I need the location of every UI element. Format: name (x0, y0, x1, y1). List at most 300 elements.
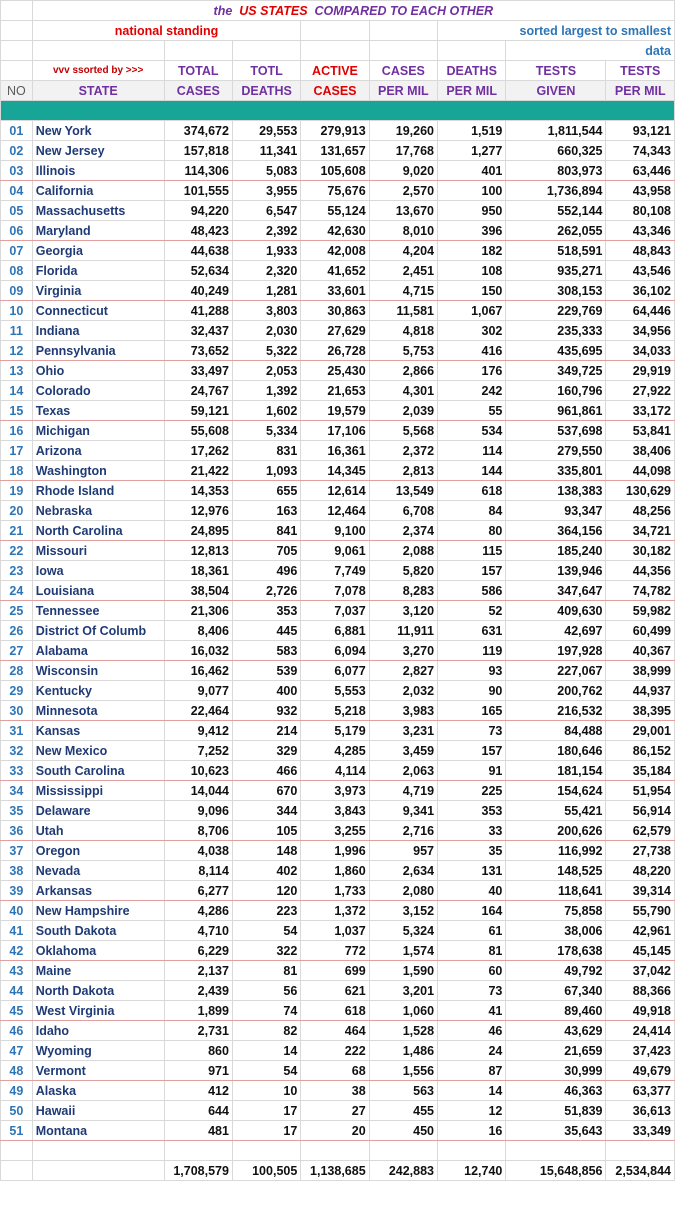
total-cases[interactable]: 2,137 (164, 961, 232, 981)
cases-per-mil[interactable]: 2,063 (369, 761, 437, 781)
state-name[interactable]: North Dakota (32, 981, 164, 1001)
deaths-per-mil[interactable]: 12 (438, 1101, 506, 1121)
total-deaths[interactable]: 2,030 (232, 321, 300, 341)
total-cases[interactable]: 14,044 (164, 781, 232, 801)
active-cases[interactable]: 772 (301, 941, 369, 961)
row-no[interactable]: 41 (1, 921, 33, 941)
cases-per-mil[interactable]: 2,032 (369, 681, 437, 701)
tests-given[interactable]: 49,792 (506, 961, 606, 981)
tests-given[interactable]: 178,638 (506, 941, 606, 961)
cases-per-mil[interactable]: 11,911 (369, 621, 437, 641)
tests-given[interactable]: 537,698 (506, 421, 606, 441)
deaths-per-mil[interactable]: 55 (438, 401, 506, 421)
total-cases[interactable]: 73,652 (164, 341, 232, 361)
cases-per-mil[interactable]: 3,983 (369, 701, 437, 721)
total-cases[interactable]: 12,813 (164, 541, 232, 561)
total-deaths[interactable]: 17 (232, 1121, 300, 1141)
tests-given[interactable]: 38,006 (506, 921, 606, 941)
row-no[interactable]: 12 (1, 341, 33, 361)
tests-per-mil[interactable]: 48,843 (606, 241, 675, 261)
total-deaths[interactable]: 223 (232, 901, 300, 921)
row-no[interactable]: 09 (1, 281, 33, 301)
total-deaths[interactable]: 583 (232, 641, 300, 661)
deaths-per-mil[interactable]: 242 (438, 381, 506, 401)
cases-per-mil[interactable]: 5,568 (369, 421, 437, 441)
tests-given[interactable]: 51,839 (506, 1101, 606, 1121)
cases-per-mil[interactable]: 3,152 (369, 901, 437, 921)
cases-per-mil[interactable]: 9,020 (369, 161, 437, 181)
tests-given[interactable]: 181,154 (506, 761, 606, 781)
cases-per-mil[interactable]: 4,719 (369, 781, 437, 801)
deaths-per-mil[interactable]: 950 (438, 201, 506, 221)
active-cases[interactable]: 9,100 (301, 521, 369, 541)
total-cases[interactable]: 8,706 (164, 821, 232, 841)
row-no[interactable]: 42 (1, 941, 33, 961)
cases-per-mil[interactable]: 19,260 (369, 121, 437, 141)
tests-given[interactable]: 279,550 (506, 441, 606, 461)
tests-per-mil[interactable]: 43,346 (606, 221, 675, 241)
tests-per-mil[interactable]: 42,961 (606, 921, 675, 941)
total-deaths[interactable]: 344 (232, 801, 300, 821)
total-cases[interactable]: 94,220 (164, 201, 232, 221)
tests-given[interactable]: 180,646 (506, 741, 606, 761)
deaths-per-mil[interactable]: 353 (438, 801, 506, 821)
total-cases[interactable]: 4,286 (164, 901, 232, 921)
cases-per-mil[interactable]: 2,716 (369, 821, 437, 841)
total-deaths[interactable]: 322 (232, 941, 300, 961)
state-name[interactable]: Alaska (32, 1081, 164, 1101)
state-name[interactable]: Missouri (32, 541, 164, 561)
active-cases[interactable]: 55,124 (301, 201, 369, 221)
total-deaths[interactable]: 353 (232, 601, 300, 621)
active-cases[interactable]: 279,913 (301, 121, 369, 141)
deaths-per-mil[interactable]: 60 (438, 961, 506, 981)
deaths-per-mil[interactable]: 176 (438, 361, 506, 381)
active-cases[interactable]: 38 (301, 1081, 369, 1101)
cases-per-mil[interactable]: 563 (369, 1081, 437, 1101)
active-cases[interactable]: 14,345 (301, 461, 369, 481)
deaths-per-mil[interactable]: 108 (438, 261, 506, 281)
tests-per-mil[interactable]: 29,919 (606, 361, 675, 381)
cases-per-mil[interactable]: 2,080 (369, 881, 437, 901)
total-deaths[interactable]: 705 (232, 541, 300, 561)
deaths-per-mil[interactable]: 157 (438, 561, 506, 581)
tests-given[interactable]: 42,697 (506, 621, 606, 641)
deaths-per-mil[interactable]: 115 (438, 541, 506, 561)
total-deaths[interactable]: 655 (232, 481, 300, 501)
total-cases[interactable]: 48,423 (164, 221, 232, 241)
total-deaths[interactable]: 1,281 (232, 281, 300, 301)
active-cases[interactable]: 6,881 (301, 621, 369, 641)
row-no[interactable]: 03 (1, 161, 33, 181)
row-no[interactable]: 49 (1, 1081, 33, 1101)
row-no[interactable]: 28 (1, 661, 33, 681)
tests-given[interactable]: 75,858 (506, 901, 606, 921)
tests-per-mil[interactable]: 44,098 (606, 461, 675, 481)
active-cases[interactable]: 33,601 (301, 281, 369, 301)
deaths-per-mil[interactable]: 157 (438, 741, 506, 761)
total-cases[interactable]: 860 (164, 1041, 232, 1061)
total-active[interactable]: 1,138,685 (301, 1161, 369, 1181)
active-cases[interactable]: 30,863 (301, 301, 369, 321)
row-no[interactable]: 38 (1, 861, 33, 881)
row-no[interactable]: 25 (1, 601, 33, 621)
state-name[interactable]: Massachusetts (32, 201, 164, 221)
row-no[interactable]: 36 (1, 821, 33, 841)
total-cases[interactable]: 971 (164, 1061, 232, 1081)
active-cases[interactable]: 7,749 (301, 561, 369, 581)
active-cases[interactable]: 20 (301, 1121, 369, 1141)
active-cases[interactable]: 621 (301, 981, 369, 1001)
tests-per-mil[interactable]: 24,414 (606, 1021, 675, 1041)
tests-per-mil[interactable]: 62,579 (606, 821, 675, 841)
total-cases[interactable]: 1,899 (164, 1001, 232, 1021)
total-tests-per-mil[interactable]: 2,534,844 (606, 1161, 675, 1181)
cases-per-mil[interactable]: 2,372 (369, 441, 437, 461)
state-name[interactable]: Alabama (32, 641, 164, 661)
tests-per-mil[interactable]: 74,343 (606, 141, 675, 161)
tests-per-mil[interactable]: 53,841 (606, 421, 675, 441)
state-name[interactable]: Wisconsin (32, 661, 164, 681)
state-name[interactable]: Maine (32, 961, 164, 981)
tests-per-mil[interactable]: 27,738 (606, 841, 675, 861)
total-cases[interactable]: 6,229 (164, 941, 232, 961)
cases-per-mil[interactable]: 5,820 (369, 561, 437, 581)
total-cases[interactable]: 4,038 (164, 841, 232, 861)
active-cases[interactable]: 6,094 (301, 641, 369, 661)
total-deaths[interactable]: 5,083 (232, 161, 300, 181)
row-no[interactable]: 40 (1, 901, 33, 921)
cases-per-mil[interactable]: 13,670 (369, 201, 437, 221)
state-name[interactable]: Louisiana (32, 581, 164, 601)
tests-per-mil[interactable]: 60,499 (606, 621, 675, 641)
active-cases[interactable]: 16,361 (301, 441, 369, 461)
total-deaths[interactable]: 1,602 (232, 401, 300, 421)
total-deaths[interactable]: 214 (232, 721, 300, 741)
cases-per-mil[interactable]: 4,204 (369, 241, 437, 261)
total-cases[interactable]: 412 (164, 1081, 232, 1101)
state-name[interactable]: West Virginia (32, 1001, 164, 1021)
tests-given[interactable]: 200,762 (506, 681, 606, 701)
row-no[interactable]: 14 (1, 381, 33, 401)
tests-given[interactable]: 803,973 (506, 161, 606, 181)
state-name[interactable]: Oregon (32, 841, 164, 861)
tests-per-mil[interactable]: 34,033 (606, 341, 675, 361)
total-deaths[interactable]: 2,320 (232, 261, 300, 281)
row-no[interactable]: 15 (1, 401, 33, 421)
tests-given[interactable]: 185,240 (506, 541, 606, 561)
state-name[interactable]: Nevada (32, 861, 164, 881)
cases-per-mil[interactable]: 2,088 (369, 541, 437, 561)
row-no[interactable]: 46 (1, 1021, 33, 1041)
state-name[interactable]: Iowa (32, 561, 164, 581)
state-name[interactable]: Florida (32, 261, 164, 281)
total-cases[interactable]: 18,361 (164, 561, 232, 581)
tests-given[interactable]: 197,928 (506, 641, 606, 661)
tests-per-mil[interactable]: 63,377 (606, 1081, 675, 1101)
cases-per-mil[interactable]: 5,753 (369, 341, 437, 361)
state-name[interactable]: Mississippi (32, 781, 164, 801)
tests-given[interactable]: 227,067 (506, 661, 606, 681)
active-cases[interactable]: 131,657 (301, 141, 369, 161)
total-deaths[interactable]: 1,093 (232, 461, 300, 481)
total-cases[interactable]: 101,555 (164, 181, 232, 201)
tests-given[interactable]: 518,591 (506, 241, 606, 261)
total-cases[interactable]: 38,504 (164, 581, 232, 601)
active-cases[interactable]: 1,733 (301, 881, 369, 901)
cases-per-mil[interactable]: 11,581 (369, 301, 437, 321)
deaths-per-mil[interactable]: 416 (438, 341, 506, 361)
row-no[interactable]: 01 (1, 121, 33, 141)
deaths-per-mil[interactable]: 165 (438, 701, 506, 721)
tests-given[interactable]: 21,659 (506, 1041, 606, 1061)
active-cases[interactable]: 68 (301, 1061, 369, 1081)
row-no[interactable]: 50 (1, 1101, 33, 1121)
active-cases[interactable]: 105,608 (301, 161, 369, 181)
cases-per-mil[interactable]: 3,120 (369, 601, 437, 621)
total-deaths[interactable]: 6,547 (232, 201, 300, 221)
state-name[interactable]: Indiana (32, 321, 164, 341)
state-name[interactable]: Oklahoma (32, 941, 164, 961)
tests-given[interactable]: 154,624 (506, 781, 606, 801)
tests-per-mil[interactable]: 74,782 (606, 581, 675, 601)
row-no[interactable]: 20 (1, 501, 33, 521)
total-cases[interactable]: 24,895 (164, 521, 232, 541)
cases-per-mil[interactable]: 1,590 (369, 961, 437, 981)
row-no[interactable]: 45 (1, 1001, 33, 1021)
tests-given[interactable]: 961,861 (506, 401, 606, 421)
total-deaths[interactable]: 932 (232, 701, 300, 721)
total-deaths[interactable]: 81 (232, 961, 300, 981)
state-name[interactable]: Michigan (32, 421, 164, 441)
total-cases[interactable]: 33,497 (164, 361, 232, 381)
cases-per-mil[interactable]: 1,556 (369, 1061, 437, 1081)
row-no[interactable]: 33 (1, 761, 33, 781)
total-deaths[interactable]: 402 (232, 861, 300, 881)
active-cases[interactable]: 6,077 (301, 661, 369, 681)
total-cases[interactable]: 644 (164, 1101, 232, 1121)
deaths-per-mil[interactable]: 33 (438, 821, 506, 841)
total-cases[interactable]: 10,623 (164, 761, 232, 781)
row-no[interactable]: 48 (1, 1061, 33, 1081)
total-cases[interactable]: 374,672 (164, 121, 232, 141)
tests-per-mil[interactable]: 86,152 (606, 741, 675, 761)
deaths-per-mil[interactable]: 119 (438, 641, 506, 661)
cases-per-mil[interactable]: 5,324 (369, 921, 437, 941)
active-cases[interactable]: 42,630 (301, 221, 369, 241)
active-cases[interactable]: 21,653 (301, 381, 369, 401)
active-cases[interactable]: 17,106 (301, 421, 369, 441)
active-cases[interactable]: 9,061 (301, 541, 369, 561)
row-no[interactable]: 02 (1, 141, 33, 161)
total-deaths[interactable]: 11,341 (232, 141, 300, 161)
state-name[interactable]: Utah (32, 821, 164, 841)
deaths-per-mil[interactable]: 225 (438, 781, 506, 801)
tests-per-mil[interactable]: 38,999 (606, 661, 675, 681)
total-deaths[interactable]: 670 (232, 781, 300, 801)
total-deaths[interactable]: 2,392 (232, 221, 300, 241)
total-deaths[interactable]: 3,803 (232, 301, 300, 321)
tests-per-mil[interactable]: 34,721 (606, 521, 675, 541)
active-cases[interactable]: 4,285 (301, 741, 369, 761)
state-name[interactable]: New Jersey (32, 141, 164, 161)
deaths-per-mil[interactable]: 73 (438, 981, 506, 1001)
cases-per-mil[interactable]: 957 (369, 841, 437, 861)
active-cases[interactable]: 1,996 (301, 841, 369, 861)
state-name[interactable]: North Carolina (32, 521, 164, 541)
active-cases[interactable]: 1,860 (301, 861, 369, 881)
total-deaths[interactable]: 54 (232, 921, 300, 941)
cases-per-mil[interactable]: 2,866 (369, 361, 437, 381)
tests-given[interactable]: 335,801 (506, 461, 606, 481)
total-deaths[interactable]: 1,392 (232, 381, 300, 401)
total-deaths[interactable]: 329 (232, 741, 300, 761)
active-cases[interactable]: 7,078 (301, 581, 369, 601)
deaths-per-mil[interactable]: 144 (438, 461, 506, 481)
deaths-per-mil[interactable]: 35 (438, 841, 506, 861)
deaths-per-mil[interactable]: 80 (438, 521, 506, 541)
row-no[interactable]: 44 (1, 981, 33, 1001)
state-name[interactable]: Pennsylvania (32, 341, 164, 361)
row-no[interactable]: 24 (1, 581, 33, 601)
deaths-per-mil[interactable]: 1,067 (438, 301, 506, 321)
cases-per-mil[interactable]: 8,283 (369, 581, 437, 601)
total-cases[interactable]: 59,121 (164, 401, 232, 421)
active-cases[interactable]: 27,629 (301, 321, 369, 341)
tests-per-mil[interactable]: 27,922 (606, 381, 675, 401)
tests-per-mil[interactable]: 56,914 (606, 801, 675, 821)
deaths-per-mil[interactable]: 302 (438, 321, 506, 341)
total-deaths-per-mil[interactable]: 12,740 (438, 1161, 506, 1181)
active-cases[interactable]: 464 (301, 1021, 369, 1041)
state-name[interactable]: Georgia (32, 241, 164, 261)
active-cases[interactable]: 5,553 (301, 681, 369, 701)
tests-per-mil[interactable]: 38,406 (606, 441, 675, 461)
total-deaths[interactable]: 148 (232, 841, 300, 861)
tests-given[interactable]: 229,769 (506, 301, 606, 321)
active-cases[interactable]: 19,579 (301, 401, 369, 421)
cases-per-mil[interactable]: 3,459 (369, 741, 437, 761)
state-name[interactable]: Arkansas (32, 881, 164, 901)
active-cases[interactable]: 4,114 (301, 761, 369, 781)
tests-given[interactable]: 67,340 (506, 981, 606, 1001)
tests-per-mil[interactable]: 51,954 (606, 781, 675, 801)
state-name[interactable]: Idaho (32, 1021, 164, 1041)
total-cases[interactable]: 9,077 (164, 681, 232, 701)
total-cases[interactable]: 8,406 (164, 621, 232, 641)
total-cases[interactable]: 16,462 (164, 661, 232, 681)
state-name[interactable]: Washington (32, 461, 164, 481)
row-no[interactable]: 47 (1, 1041, 33, 1061)
state-name[interactable]: California (32, 181, 164, 201)
row-no[interactable]: 11 (1, 321, 33, 341)
total-deaths[interactable]: 56 (232, 981, 300, 1001)
tests-given[interactable]: 409,630 (506, 601, 606, 621)
deaths-per-mil[interactable]: 16 (438, 1121, 506, 1141)
cases-per-mil[interactable]: 9,341 (369, 801, 437, 821)
tests-given[interactable]: 935,271 (506, 261, 606, 281)
tests-given[interactable]: 1,811,544 (506, 121, 606, 141)
state-name[interactable]: South Dakota (32, 921, 164, 941)
cases-per-mil[interactable]: 13,549 (369, 481, 437, 501)
total-cases[interactable]: 1,708,579 (164, 1161, 232, 1181)
total-cases[interactable]: 24,767 (164, 381, 232, 401)
total-deaths[interactable]: 105 (232, 821, 300, 841)
total-cases[interactable]: 481 (164, 1121, 232, 1141)
total-deaths[interactable]: 14 (232, 1041, 300, 1061)
total-deaths[interactable]: 466 (232, 761, 300, 781)
tests-given[interactable]: 30,999 (506, 1061, 606, 1081)
tests-per-mil[interactable]: 64,446 (606, 301, 675, 321)
deaths-per-mil[interactable]: 401 (438, 161, 506, 181)
deaths-per-mil[interactable]: 150 (438, 281, 506, 301)
tests-given[interactable]: 308,153 (506, 281, 606, 301)
row-no[interactable]: 39 (1, 881, 33, 901)
active-cases[interactable]: 3,843 (301, 801, 369, 821)
state-name[interactable]: Minnesota (32, 701, 164, 721)
tests-per-mil[interactable]: 35,184 (606, 761, 675, 781)
tests-given[interactable]: 435,695 (506, 341, 606, 361)
row-no[interactable]: 22 (1, 541, 33, 561)
cases-per-mil[interactable]: 1,060 (369, 1001, 437, 1021)
deaths-per-mil[interactable]: 91 (438, 761, 506, 781)
total-cases[interactable]: 17,262 (164, 441, 232, 461)
state-name[interactable]: Ohio (32, 361, 164, 381)
total-cases[interactable]: 6,277 (164, 881, 232, 901)
cases-per-mil[interactable]: 8,010 (369, 221, 437, 241)
tests-per-mil[interactable]: 130,629 (606, 481, 675, 501)
active-cases[interactable]: 1,037 (301, 921, 369, 941)
tests-given[interactable]: 148,525 (506, 861, 606, 881)
total-cases[interactable]: 21,422 (164, 461, 232, 481)
total-cases[interactable]: 7,252 (164, 741, 232, 761)
tests-per-mil[interactable]: 80,108 (606, 201, 675, 221)
total-cases[interactable]: 114,306 (164, 161, 232, 181)
total-deaths[interactable]: 5,334 (232, 421, 300, 441)
cases-per-mil[interactable]: 1,486 (369, 1041, 437, 1061)
state-name[interactable]: Kansas (32, 721, 164, 741)
total-deaths[interactable]: 3,955 (232, 181, 300, 201)
total-deaths[interactable]: 1,933 (232, 241, 300, 261)
total-deaths[interactable]: 2,726 (232, 581, 300, 601)
total-cases[interactable]: 22,464 (164, 701, 232, 721)
total-cases[interactable]: 40,249 (164, 281, 232, 301)
row-no[interactable]: 06 (1, 221, 33, 241)
total-cases[interactable]: 4,710 (164, 921, 232, 941)
active-cases[interactable]: 222 (301, 1041, 369, 1061)
active-cases[interactable]: 42,008 (301, 241, 369, 261)
total-cases-per-mil[interactable]: 242,883 (369, 1161, 437, 1181)
state-name[interactable]: Rhode Island (32, 481, 164, 501)
tests-given[interactable]: 43,629 (506, 1021, 606, 1041)
tests-given[interactable]: 347,647 (506, 581, 606, 601)
active-cases[interactable]: 7,037 (301, 601, 369, 621)
tests-per-mil[interactable]: 37,042 (606, 961, 675, 981)
deaths-per-mil[interactable]: 618 (438, 481, 506, 501)
total-cases[interactable]: 9,412 (164, 721, 232, 741)
tests-given[interactable]: 139,946 (506, 561, 606, 581)
row-no[interactable]: 32 (1, 741, 33, 761)
tests-given[interactable]: 349,725 (506, 361, 606, 381)
active-cases[interactable]: 25,430 (301, 361, 369, 381)
tests-given[interactable]: 116,992 (506, 841, 606, 861)
active-cases[interactable]: 3,255 (301, 821, 369, 841)
row-no[interactable]: 34 (1, 781, 33, 801)
cases-per-mil[interactable]: 450 (369, 1121, 437, 1141)
state-name[interactable]: Wyoming (32, 1041, 164, 1061)
deaths-per-mil[interactable]: 41 (438, 1001, 506, 1021)
active-cases[interactable]: 27 (301, 1101, 369, 1121)
